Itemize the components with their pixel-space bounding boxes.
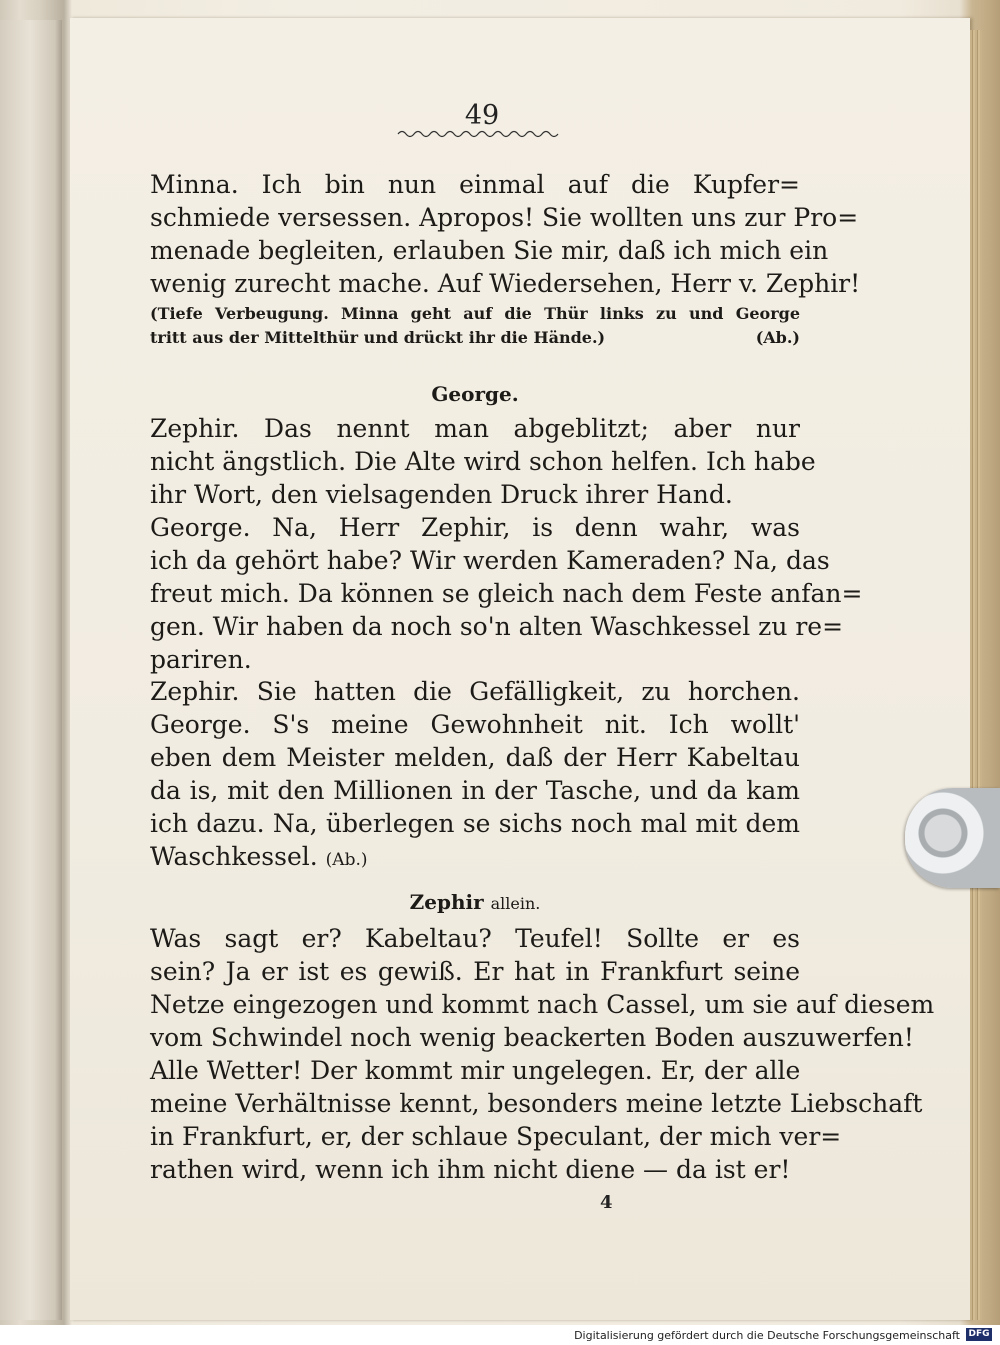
text-line: in Frankfurt, er, der schlaue Speculant, der mich ver=: [150, 1122, 842, 1151]
text-line: ich da gehört habe? Wir werden Kameraden? Na, das: [150, 546, 830, 575]
paragraph-zephir-1: [150, 412, 816, 511]
exit-note: (Ab.): [325, 850, 368, 870]
stage-direction-line: (Tiefe Verbeugung. Minna geht auf die Thür links zu und George: [150, 304, 800, 323]
text-line: ihr Wort, den vielsagenden Druck ihrer Hand.: [150, 480, 733, 509]
paragraph-minna: [150, 168, 861, 300]
page-stack-edge: [970, 30, 982, 1320]
scene-heading-george: George.: [431, 382, 519, 406]
heading-name: Zephir: [409, 890, 484, 914]
text-line: vom Schwindel noch wenig beackerten Boden auszuwerfen!: [150, 1023, 914, 1052]
text-line: rathen wird, wenn ich ihm nicht diene — da ist er!: [150, 1155, 791, 1184]
exit-note: (Ab.): [755, 328, 800, 347]
signature-mark: 4: [600, 1192, 613, 1213]
text-line: meine Verhältnisse kennt, besonders meine letzte Liebschaft: [150, 1089, 923, 1118]
text-line: sein? Ja er ist es gewiß. Er hat in Frankfurt seine: [150, 957, 800, 986]
scene-heading-zephir: [150, 890, 800, 914]
text-line: ich dazu. Na, überlegen se sichs noch mal mit dem: [150, 809, 800, 838]
page-number: 49: [464, 100, 500, 131]
text-line: Was sagt er? Kabeltau? Teufel! Sollte er es: [150, 924, 800, 953]
left-page-edge: [0, 20, 62, 1320]
text-line: pariren.: [150, 645, 252, 674]
text-line: schmiede versessen. Apropos! Sie wollten uns zur Pro=: [150, 203, 859, 232]
text-line: George. Na, Herr Zephir, is denn wahr, was: [150, 513, 800, 542]
text-line: George. S's meine Gewohnheit nit. Ich wollt': [150, 710, 800, 739]
text-line: eben dem Meister melden, daß der Herr Kabeltau: [150, 743, 800, 772]
text-line: Netze eingezogen und kommt nach Cassel, um sie auf diesem: [150, 990, 935, 1019]
text-line: Minna. Ich bin nun einmal auf die Kupfer=: [150, 170, 800, 199]
text-line: wenig zurecht mache. Auf Wiedersehen, Herr v. Zephir!: [150, 269, 861, 298]
dfg-logo: DFG: [966, 1328, 992, 1341]
text-line: menade begleiten, erlauben Sie mir, daß ich mich ein: [150, 236, 829, 265]
paragraph-george-2: [150, 708, 800, 877]
text-line: Alle Wetter! Der kommt mir ungelegen. Er, der alle: [150, 1056, 801, 1085]
text-line: nicht ängstlich. Die Alte wird schon helfen. Ich habe: [150, 447, 816, 476]
text-line: Zephir. Das nennt man abgeblitzt; aber nur: [150, 414, 800, 443]
paragraph-zephir-monologue: [150, 922, 935, 1186]
heading-sub: allein.: [490, 894, 541, 913]
paper-clip: [905, 788, 1000, 888]
text-line: Zephir. Sie hatten die Gefälligkeit, zu horchen.: [150, 677, 800, 706]
text-line: Waschkessel. (Ab.): [150, 842, 368, 871]
text-line: da is, mit den Millionen in der Tasche, und da kam: [150, 776, 800, 805]
paragraph-zephir-2: [150, 675, 800, 708]
text-line: freut mich. Da können se gleich nach dem Feste anfan=: [150, 579, 863, 608]
footer-text: Digitalisierung gefördert durch die Deutsche Forschungsgemeinschaft: [574, 1329, 960, 1342]
stage-direction-line: tritt aus der Mittelthür und drückt ihr die Hände.) (Ab.): [150, 326, 800, 350]
paragraph-george-1: [150, 511, 863, 676]
text-line: gen. Wir haben da noch so'n alten Waschkessel zu re=: [150, 612, 844, 641]
footer-bar: [0, 1325, 1000, 1345]
stage-direction: [150, 302, 800, 350]
decorative-rule: [398, 128, 558, 140]
